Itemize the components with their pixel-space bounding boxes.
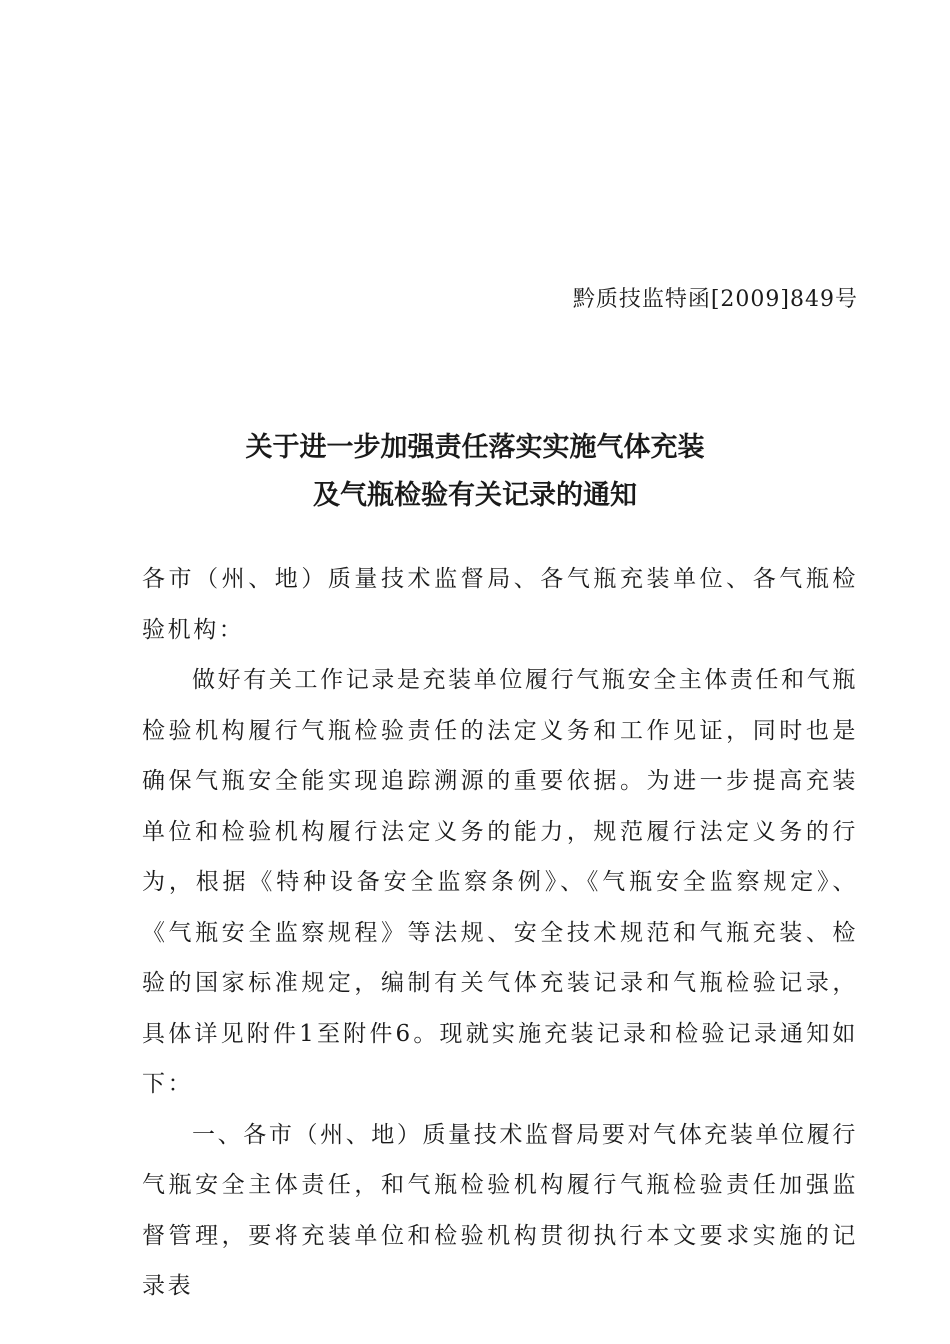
document-title bbox=[0, 424, 950, 520]
document-title-line-1: 关于进一步加强责任落实实施气体充装 bbox=[245, 432, 705, 463]
paragraph: 一、各市（州、地）质量技术监督局要对气体充装单位履行气瓶安全主体责任，和气瓶检验机构履行气瓶检验责任加强监督管理，要将充装单位和检验机构贯彻执行本文要求实施的记录表 bbox=[142, 1121, 858, 1299]
document-body bbox=[142, 554, 858, 1312]
document-number: 黔质技监特函[2009]849号 bbox=[572, 287, 858, 312]
paragraph: 做好有关工作记录是充装单位履行气瓶安全主体责任和气瓶检验机构履行气瓶检验责任的法定义务和工作见证，同时也是确保气瓶安全能实现追踪溯源的重要依据。为进一步提高充装单位和检验机构履行法定义务的能力，规范履行法定义务的行为，根据《特种设备安全监察条例》、《气瓶安全监察规定》、《气瓶安全监察规程》等法规、安全技术规范和气瓶充装、检验的国家标准规定，编制有关气体充装记录和气瓶检验记录，具体详见附件1至附件6。现就实施充装记录和检验记录通知如下： bbox=[142, 667, 858, 1097]
salutation: 各市（州、地）质量技术监督局、各气瓶充装单位、各气瓶检验机构： bbox=[142, 566, 858, 643]
document-title-line-2: 及气瓶检验有关记录的通知 bbox=[313, 480, 637, 511]
